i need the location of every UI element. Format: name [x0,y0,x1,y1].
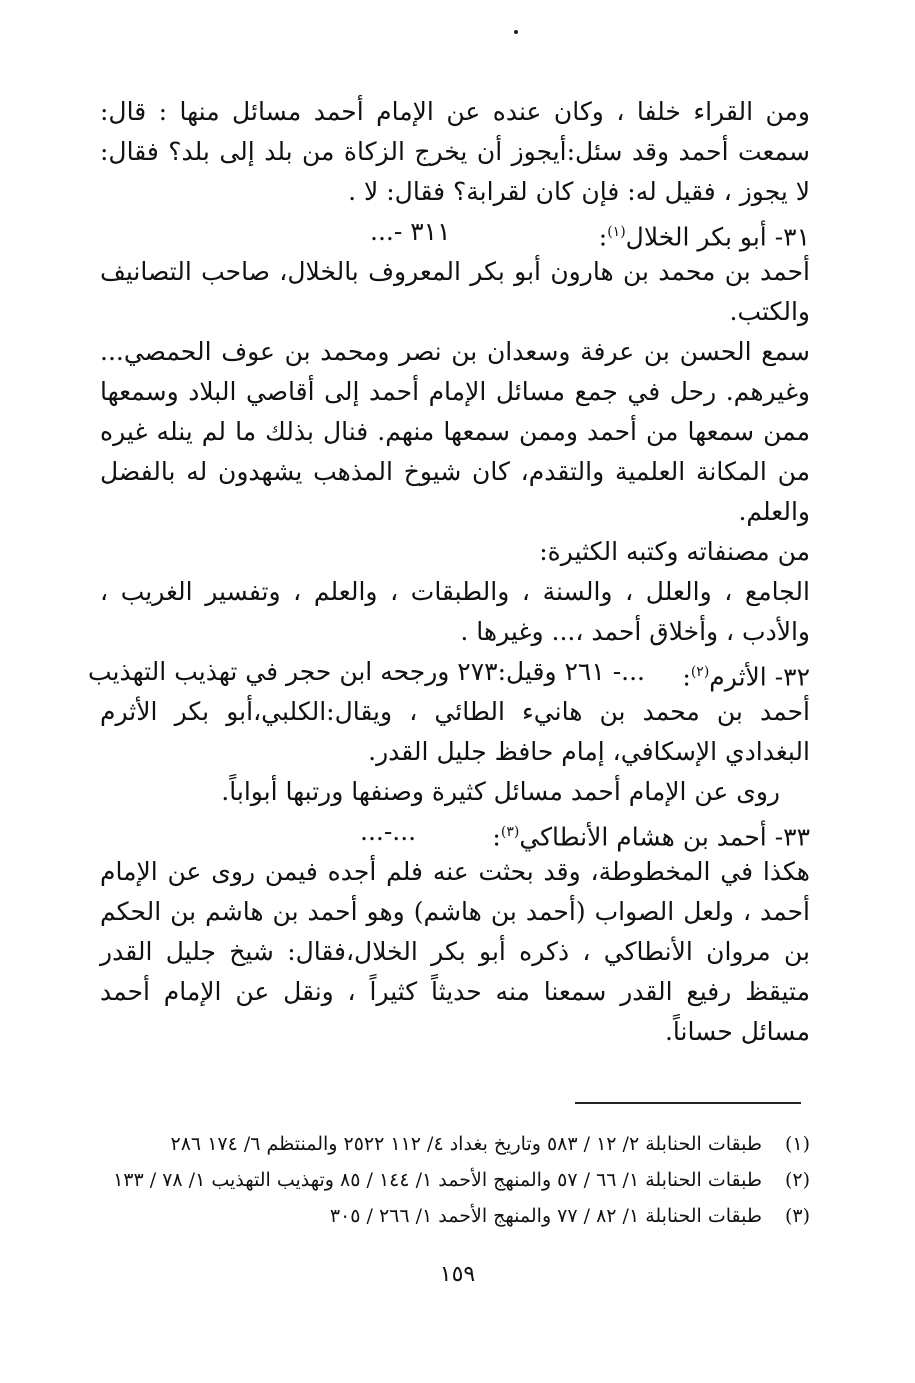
footnotes [110,1126,810,1234]
intro-paragraph: ومن القراء خلفا ، وكان عنده عن الإمام أحمد مسائل منها : قال: سمعت أحمد وقد سئل:أيجوز أن يخرج الزكاة من بلد إلى بلد؟ فقال: لا يجوز ، فقيل له: فإن كان لقرابة؟ فقال: لا . [100,97,810,206]
footnote-2-number: (٢) [784,1169,810,1191]
footnote-1-number: (١) [784,1133,810,1155]
entry-33-note: (٣) [500,824,520,840]
entry-32-para-2: روى عن الإمام أحمد مسائل كثيرة وصنفها ورتبها أبواباً. [221,777,780,806]
entry-31-para-2: سمع الحسن بن عرفة وسعدان بن نصر ومحمد بن عوف الحمصي... وغيرهم. رحل في جمع مسائل الإمام أحمد إلى أقاصي البلاد وسمعها ممن سمعها من أحمد وممن سمعها منهم. فنال بذلك ما لم ينله غيره من المكانة العلمية والتقدم، كان شيوخ المذهب يشهدون له بالفضل والعلم. [100,337,810,526]
entry-31-heading: ٣١- أبو بكر الخلال$^{(١)}$: ...- ٣١١ [100,212,810,252]
main-text [87,92,810,1052]
entry-31-note: (١) [607,224,626,240]
entry-32-number: ٣٢- [774,662,810,692]
entry-33-number: ٣٣- [774,822,810,852]
footnote-1 [110,1126,810,1162]
page-number: ١٥٩ [439,1262,476,1287]
entry-32-name: الأثرم [709,662,767,692]
entry-33-name: أحمد بن هشام الأنطاكي [519,822,767,852]
footnote-divider [575,1102,801,1104]
footnote-2-text: طبقات الحنابلة ١/ ٦٦ / ٥٧ والمنهج الأحمد ١/ ١٤٤ / ٨٥ وتهذيب التهذيب ١/ ٧٨ / ١٣٣ [113,1169,762,1191]
entry-31-number: ٣١- [774,222,810,252]
entry-33-dates: ...-... [360,817,417,846]
footnote-3 [110,1198,810,1234]
entry-32-heading: ٣٢- الأثرم$^{(٢)}$: ...- ٢٦١ وقيل:٢٧٣ ورجحه ابن حجر في تهذيب التهذيب [100,652,810,692]
footnote-2 [110,1162,810,1198]
entry-31-para-1: أحمد بن محمد بن هارون أبو بكر المعروف بالخلال، صاحب التصانيف والكتب. [100,257,810,326]
entry-31-para-4: الجامع ، والعلل ، والسنة ، والطبقات ، والعلم ، وتفسير الغريب ، والأدب ، وأخلاق أحمد ،... وغيرها . [100,577,810,646]
entry-31-dates: ...- ٣١١ [370,217,451,246]
footnote-3-text: طبقات الحنابلة ١/ ٨٢ / ٧٧ والمنهج الأحمد ١/ ٢٦٦ / ٣٠٥ [329,1205,762,1227]
top-dot-mark [514,30,518,34]
entry-31-name: أبو بكر الخلال [625,222,767,252]
entry-31-para-3: من مصنفاته وكتبه الكثيرة: [539,537,810,566]
footnote-1-text: طبقات الحنابلة ٢/ ١٢ / ٥٨٣ وتاريخ بغداد ٤/ ١١٢ ٢٥٢٢ والمنتظم ٦/ ١٧٤ ٢٨٦ [170,1133,762,1155]
entry-33-para-1: هكذا في المخطوطة، وقد بحثت عنه فلم أجده فيمن روى عن الإمام أحمد ، ولعل الصواب (أحمد بن هاشم) وهو أحمد بن هاشم بن الحكم بن مروان الأنطاكي ، ذكره أبو بكر الخلال،فقال: شيخ جليل القدر متيقظ رفيع القدر سمعنا منه حديثاً كثيراً ، ونقل عن الإمام أحمد مسائل حساناً. [100,857,810,1046]
footnote-3-number: (٣) [784,1205,810,1227]
entry-32-para-1: أحمد بن محمد بن هانيء الطائي ، ويقال:الكلبي،أبو بكر الأثرم البغدادي الإسكافي، إمام حافظ جليل القدر. [100,697,810,766]
entry-32-note: (٢) [690,664,710,680]
entry-32-dates: ...- ٢٦١ وقيل:٢٧٣ ورجحه ابن حجر في تهذيب التهذيب [87,657,645,686]
entry-33-heading: ٣٣- أحمد بن هشام الأنطاكي$^{(٣)}$: ...-... [100,812,810,852]
